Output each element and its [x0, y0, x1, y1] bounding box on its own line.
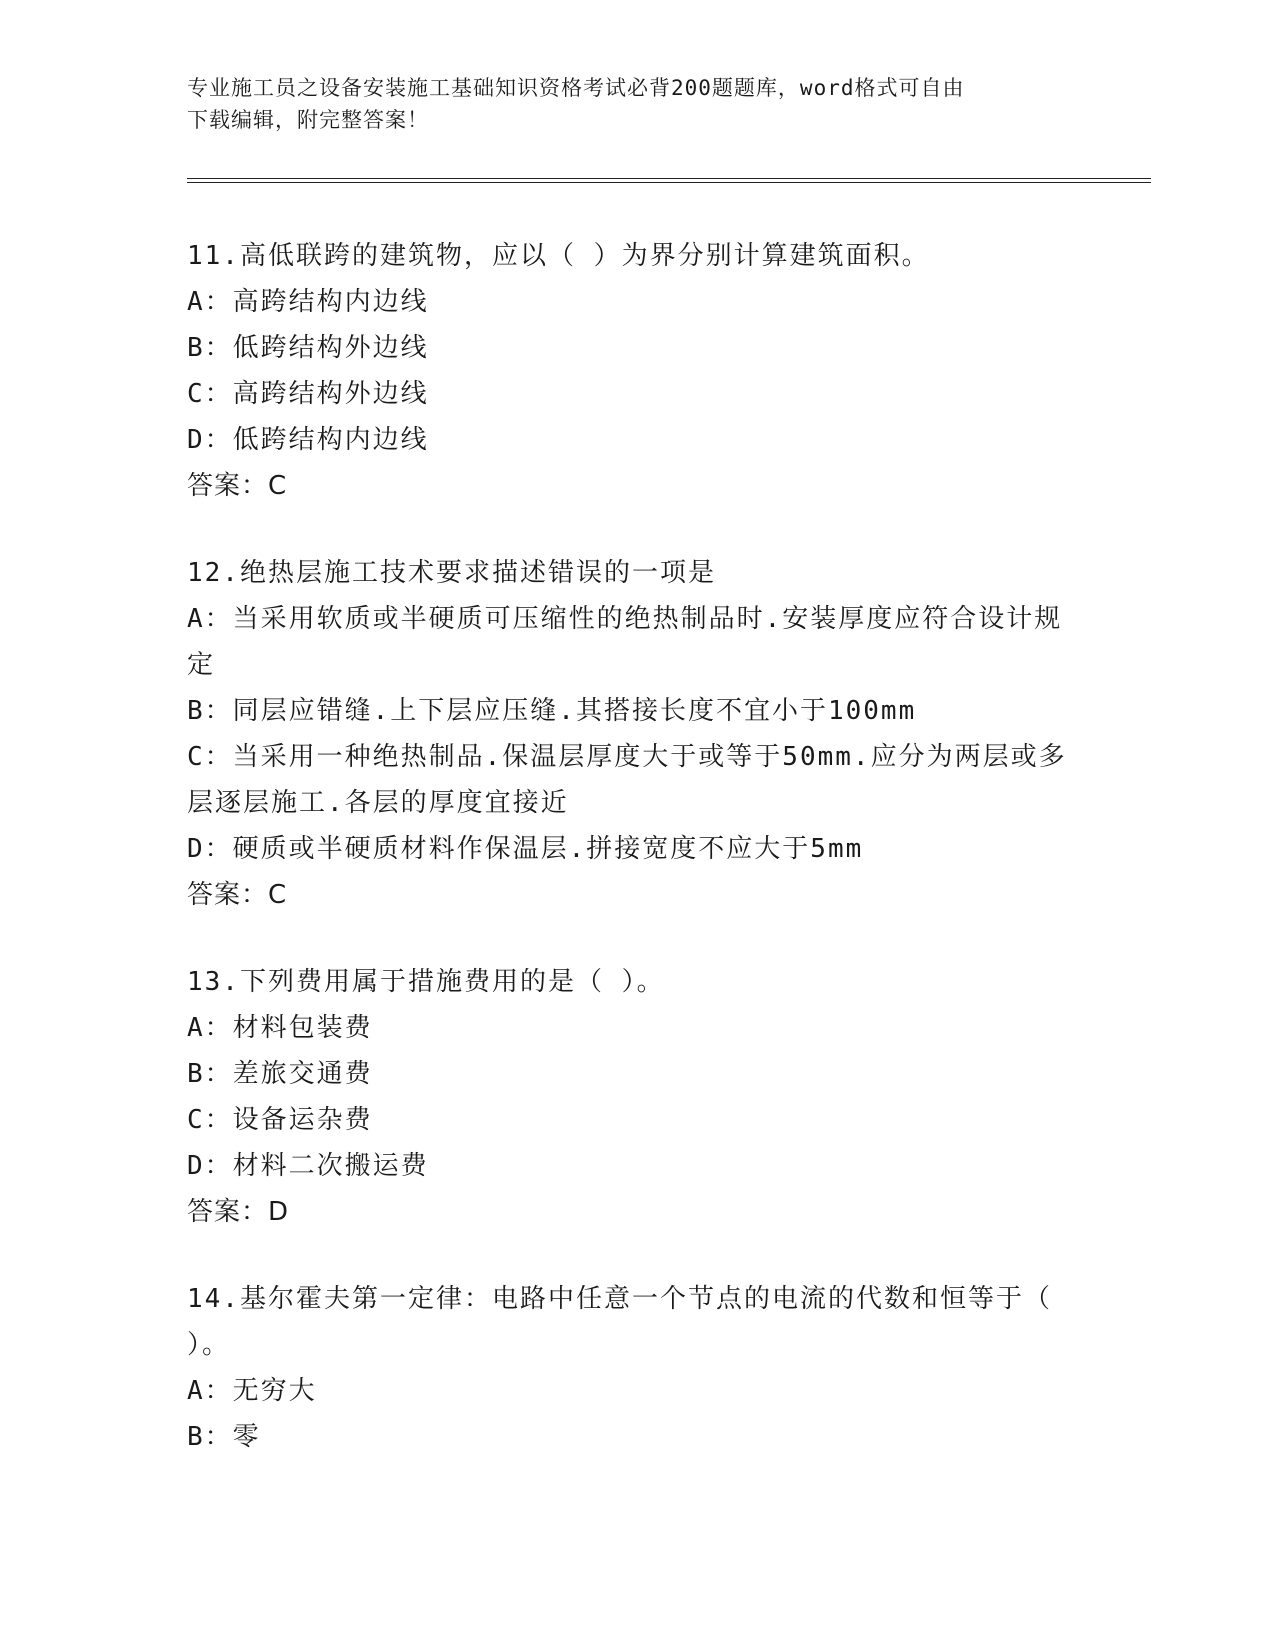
answer: 答案：C	[187, 880, 288, 910]
question-11	[187, 233, 1087, 509]
option-b: B：差旅交通费	[187, 1059, 373, 1089]
question-stem: 14.基尔霍夫第一定律：电路中任意一个节点的电流的代数和恒等于（ ）。	[187, 1284, 1052, 1360]
option-a: A：当采用软质或半硬质可压缩性的绝热制品时.安装厚度应符合设计规定	[187, 604, 1063, 680]
question-stem: 12.绝热层施工技术要求描述错误的一项是	[187, 558, 716, 588]
question-13	[187, 959, 1087, 1235]
answer: 答案：C	[187, 471, 288, 501]
header-title-line-2: 下载编辑，附完整答案！	[187, 108, 429, 132]
option-b: B：零	[187, 1422, 261, 1452]
question-list	[187, 233, 1087, 1501]
answer: 答案：D	[187, 1197, 290, 1227]
option-a: A：无穷大	[187, 1376, 317, 1406]
question-stem: 13.下列费用属于措施费用的是（ ）。	[187, 967, 665, 997]
question-stem: 11.高低联跨的建筑物，应以（ ）为界分别计算建筑面积。	[187, 241, 930, 271]
header-divider-top	[187, 178, 1151, 179]
question-14	[187, 1276, 1087, 1460]
option-a: A：材料包装费	[187, 1013, 373, 1043]
document-header	[187, 72, 1087, 136]
option-c: C：当采用一种绝热制品.保温层厚度大于或等于50mm.应分为两层或多层逐层施工.各层的厚度宜接近	[187, 742, 1067, 818]
question-12	[187, 550, 1087, 918]
option-a: A：高跨结构内边线	[187, 287, 429, 317]
option-d: D：低跨结构内边线	[187, 425, 429, 455]
option-b: B：同层应错缝.上下层应压缝.其搭接长度不宜小于100mm	[187, 696, 917, 726]
option-d: D：材料二次搬运费	[187, 1151, 429, 1181]
header-title-line-1: 专业施工员之设备安装施工基础知识资格考试必背200题题库，word格式可自由	[187, 76, 965, 100]
option-c: C：设备运杂费	[187, 1105, 373, 1135]
option-b: B：低跨结构外边线	[187, 333, 429, 363]
header-divider-bottom	[187, 182, 1151, 183]
option-d: D：硬质或半硬质材料作保温层.拼接宽度不应大于5mm	[187, 834, 864, 864]
option-c: C：高跨结构外边线	[187, 379, 429, 409]
